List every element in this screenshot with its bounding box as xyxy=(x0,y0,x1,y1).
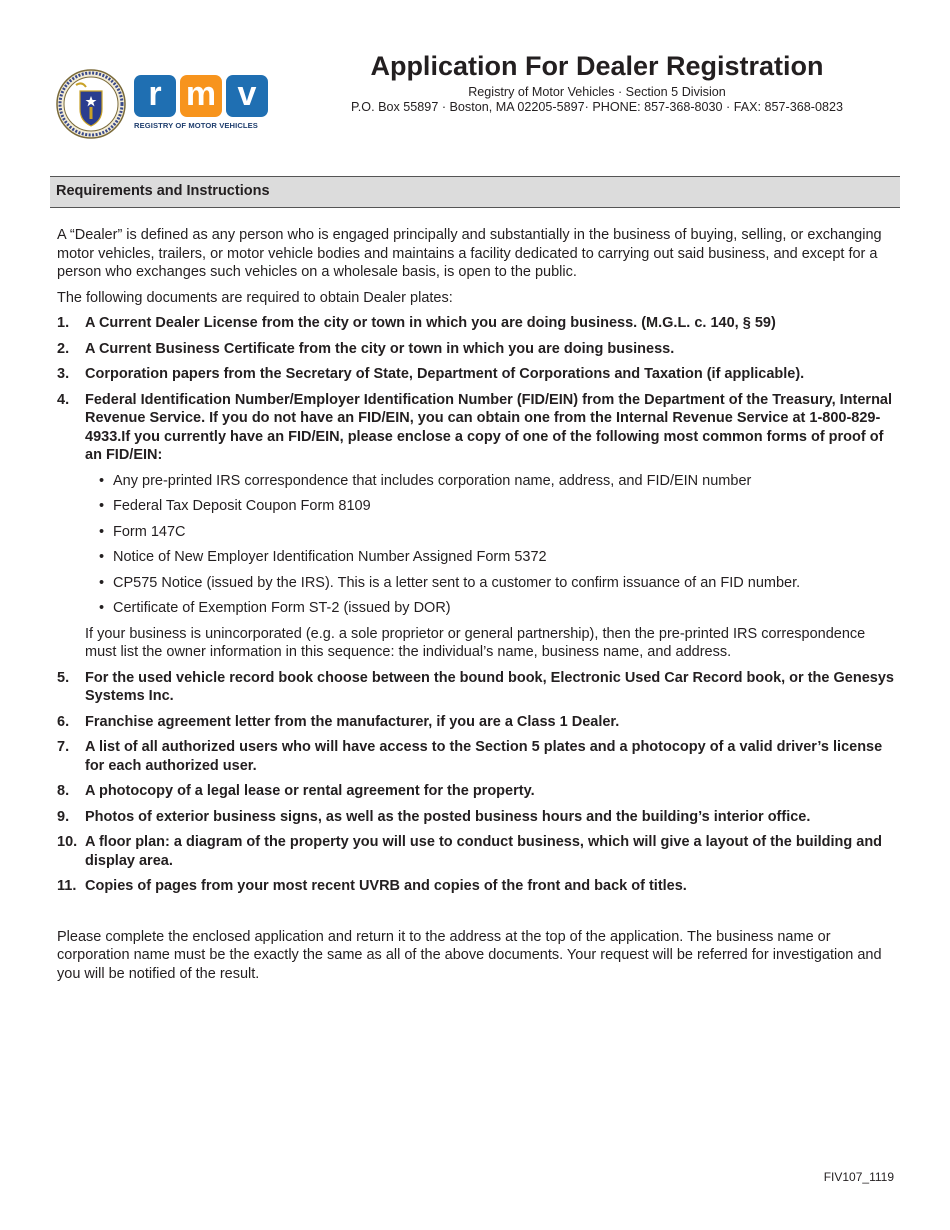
list-item: • Certificate of Exemption Form ST-2 (issued by DOR) xyxy=(99,599,897,618)
logo-letter-v: v xyxy=(226,75,268,117)
list-item: 7. A list of all authorized users who will have access to the Section 5 plates and a photocopy of a valid driver’s license for each authorized user. xyxy=(57,739,883,774)
dealer-definition: A “Dealer” is defined as any person who is engaged principally and substantially in the business of buying, selling, or exchanging motor vehicles, trailers, or motor vehicle bodies and maintains a facility dedicated to carrying out said business, and except for a person who exchanges such vehicles on a wholesale basis, is open to the public. xyxy=(57,227,882,280)
list-item: • Any pre-printed IRS correspondence that includes corporation name, address, and FID/EIN number xyxy=(99,472,897,491)
list-item: • Notice of New Employer Identification Number Assigned Form 5372 xyxy=(99,548,897,567)
list-item: 11. Copies of pages from your most recent UVRB and copies of the front and back of titles. xyxy=(57,878,687,894)
title-block xyxy=(320,50,874,115)
fid-proof-forms-list xyxy=(85,472,897,618)
page-title: Application For Dealer Registration xyxy=(370,51,824,81)
documents-lead: The following documents are required to obtain Dealer plates: xyxy=(57,289,453,306)
list-item: 6. Franchise agreement letter from the manufacturer, if you are a Class 1 Dealer. xyxy=(57,713,620,730)
logo-letter-m: m xyxy=(180,75,222,117)
list-item: 4. Federal Identification Number/Employer Identification Number (FID/EIN) from the Department of the Treasury, Internal Revenue Service. If you do not have an FID/EIN, you can obtain one from the Internal Revenue Service at 1-800-829-4933.If you currently have an FID/EIN, please enclose a copy of one of the following most common forms of proof of an FID/EIN: • Any pre-printed IRS correspondence that includes corporation name, address, and FID/EIN number • Federal Tax Deposit Coupon Form 8109 • Form 147C • Notice of New Employer Identification Number Assigned Form 5372 • CP575 Notice (issued by the IRS). This is a letter sent to a customer to confirm issuance of an FID number. • Certificate of Exemption Form ST-2 (issued by DOR) xyxy=(57,391,897,618)
massachusetts-seal-icon xyxy=(56,69,126,139)
list-item: • Form 147C xyxy=(99,523,897,542)
list-item: 3. Corporation papers from the Secretary of State, Department of Corporations and Taxation (if applicable). xyxy=(57,366,805,382)
instructions-body xyxy=(57,226,897,990)
list-item: • Federal Tax Deposit Coupon Form 8109 xyxy=(99,497,897,516)
logo-letter-r: r xyxy=(134,75,176,117)
list-item: 2. A Current Business Certificate from the city or town in which you are doing business. xyxy=(57,340,675,357)
contact-address: P.O. Box 55897 · Boston, MA 02205-5897· PHONE: 857-368-8030 · FAX: 857-368-0823 xyxy=(351,100,843,114)
section-heading: Requirements and Instructions xyxy=(56,183,270,199)
requirements-list xyxy=(57,314,897,618)
requirements-list-continued xyxy=(57,669,897,896)
page-header xyxy=(0,0,950,160)
form-id: FIV107_1119 xyxy=(823,1170,894,1184)
rmv-logo xyxy=(134,75,270,131)
list-item: 10. A floor plan: a diagram of the property you will use to conduct business, which will give a layout of the building and display area. xyxy=(57,834,883,869)
division-subtitle: Registry of Motor Vehicles · Section 5 Division xyxy=(468,85,726,99)
unincorporated-note: If your business is unincorporated (e.g. a sole proprietor or general partnership), then the pre-printed IRS correspondence must list the owner information in this sequence: the individual’s name, business name, and address. xyxy=(85,625,866,660)
logo-caption: REGISTRY OF MOTOR VEHICLES xyxy=(134,121,258,130)
list-item: 9. Photos of exterior business signs, as well as the posted business hours and the building’s interior office. xyxy=(57,808,811,825)
list-item: 5. For the used vehicle record book choose between the bound book, Electronic Used Car Record book, or the Genesys Systems Inc. xyxy=(57,669,894,704)
closing-instructions: Please complete the enclosed application and return it to the address at the top of the application. The business name or corporation name must be the exactly the same as all of the above documents. Your request will be referred for investigation and you will be notified of the result. xyxy=(57,928,882,982)
list-item: • CP575 Notice (issued by the IRS). This is a letter sent to a customer to confirm issuance of an FID number. xyxy=(99,574,897,593)
list-item: 8. A photocopy of a legal lease or rental agreement for the property. xyxy=(57,783,535,799)
section-heading-bar xyxy=(50,176,900,208)
list-item: 1. A Current Dealer License from the city or town in which you are doing business. (M.G.L. c. 140, § 59) xyxy=(57,315,776,331)
